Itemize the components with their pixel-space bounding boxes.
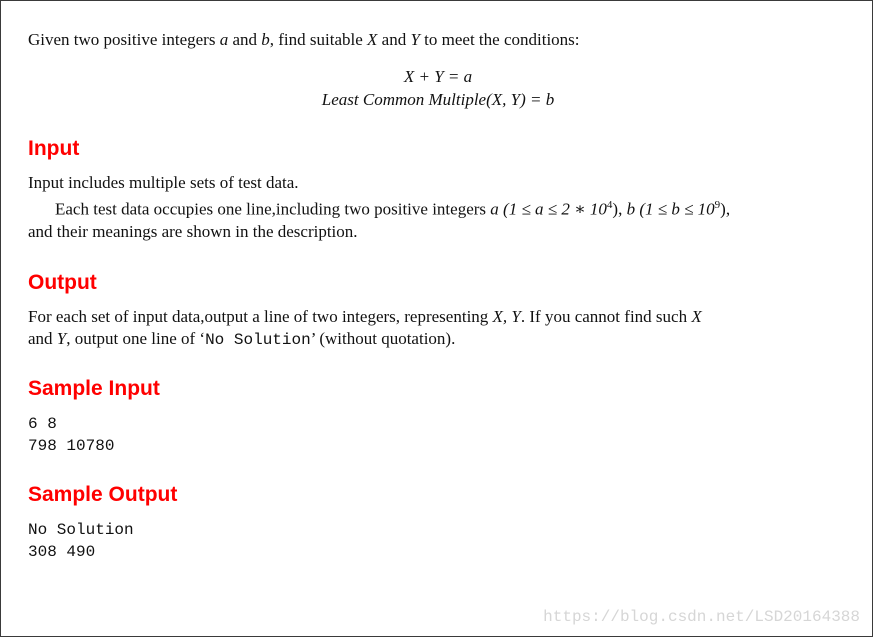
output-text: . If you cannot find such: [520, 306, 692, 326]
var-XY: X, Y: [492, 306, 521, 326]
var-Y: Y: [410, 30, 420, 49]
input-line-3: and their meanings are shown in the description.: [28, 221, 358, 241]
input-heading: Input: [28, 137, 80, 160]
statement-text: and: [377, 30, 411, 49]
statement-text: Given two positive integers: [28, 30, 220, 49]
var-b: b: [626, 199, 636, 219]
sample-input-line: 6 8: [28, 414, 57, 433]
exponent-b: 9: [714, 199, 721, 211]
sample-output-heading: Sample Output: [28, 482, 178, 506]
output-text: and: [28, 328, 57, 348]
sample-output-block: [28, 519, 848, 563]
var-Y: Y: [56, 328, 67, 348]
equation-sum: X + Y = a: [403, 67, 473, 86]
output-text: For each set of input data,output a line of two integers, representing: [28, 306, 493, 326]
blog-watermark: https://blog.csdn.net/LSD20164388: [543, 608, 860, 626]
condition-equations: [28, 65, 848, 111]
statement-text: to meet the conditions:: [419, 30, 580, 49]
var-a: a: [219, 30, 229, 49]
var-a: a: [490, 199, 499, 219]
output-text: , output one line of ‘: [66, 328, 206, 348]
input-line-2: [28, 194, 848, 221]
sample-input-line: 798 10780: [28, 436, 115, 455]
problem-statement: [28, 29, 848, 51]
var-X: X: [691, 306, 702, 326]
sample-output-line: 308 490: [28, 542, 96, 561]
range-a: (1 ≤ a ≤ 2 ∗ 10: [498, 199, 607, 219]
sample-input-heading: Sample Input: [28, 376, 160, 400]
exponent-a: 4: [606, 199, 613, 211]
problem-document: [28, 29, 848, 563]
output-heading: Output: [28, 270, 97, 294]
statement-text: and: [228, 30, 262, 49]
output-description: [28, 306, 848, 351]
output-line-2: [28, 328, 848, 351]
statement-text: , find suitable: [269, 30, 368, 49]
var-b: b: [261, 30, 270, 49]
input-text: ),: [612, 199, 627, 219]
output-line-1: [28, 306, 848, 328]
input-text: ),: [720, 199, 731, 219]
input-description: [28, 172, 848, 243]
range-b: (1 ≤ b ≤ 10: [635, 199, 715, 219]
output-text: ’ (without quotation).: [310, 328, 456, 348]
var-X: X: [367, 30, 378, 49]
input-line-1: Input includes multiple sets of test data.: [28, 173, 299, 192]
no-solution-code: No Solution: [205, 330, 311, 349]
input-text: Each test data occupies one line,including two positive integers: [55, 199, 491, 219]
sample-output-line: No Solution: [28, 520, 134, 539]
equation-lcm: Least Common Multiple(X, Y) = b: [321, 90, 555, 109]
sample-input-block: [28, 413, 848, 457]
